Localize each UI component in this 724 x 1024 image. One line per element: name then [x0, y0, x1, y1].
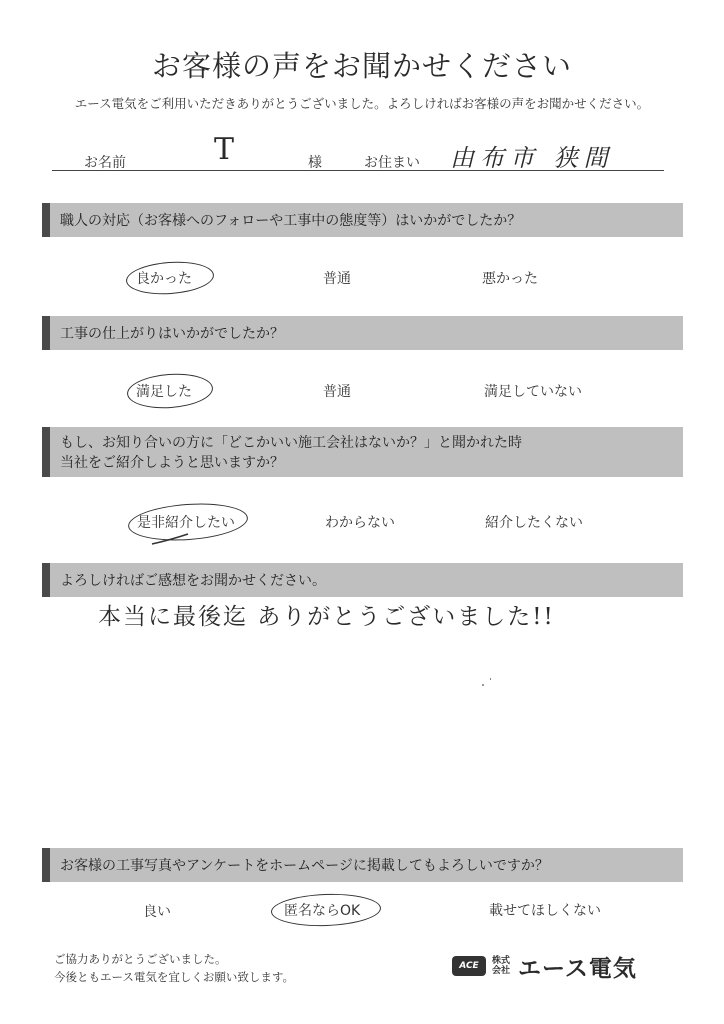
- footer-line-2: 今後ともエース電気を宜しくお願い致します。: [54, 970, 295, 984]
- q3-option-unsure[interactable]: わからない: [325, 515, 395, 531]
- q1-option-normal[interactable]: 普通: [323, 271, 351, 287]
- q2-option-satisfied[interactable]: 満足した: [136, 384, 192, 400]
- circle-tail-stroke: [150, 532, 190, 546]
- company-logo-mark: ACE: [452, 956, 486, 976]
- publish-question-bar: [42, 848, 683, 882]
- stray-mark: [482, 684, 484, 686]
- question-3-bar: [42, 427, 683, 477]
- question-2-bar: [42, 316, 683, 350]
- address-label: お住まい: [364, 155, 420, 171]
- company-type-line-2: 会社: [492, 966, 511, 976]
- honorific-label: 様: [308, 155, 322, 171]
- name-label: お名前: [84, 155, 126, 171]
- comment-prompt-bar: [42, 563, 683, 597]
- name-underline: [52, 170, 664, 171]
- company-type-label: [492, 956, 510, 976]
- question-1-text: 職人の対応（お客様へのフォローや工事中の態度等）はいかがでしたか？: [60, 213, 522, 229]
- publish-option-no[interactable]: 載せてほしくない: [489, 903, 601, 919]
- question-3-text-line1: もし、お知り合いの方に「どこかいい施工会社はないか？」と聞かれた時: [60, 435, 522, 451]
- publish-option-ok[interactable]: 良い: [143, 904, 171, 920]
- footer-line-1: ご協力ありがとうございました。: [54, 952, 227, 966]
- company-type-line-1: 株式: [492, 956, 511, 966]
- page-title: お客様の声をお聞かせください: [151, 49, 572, 83]
- publish-option-anonymous[interactable]: 匿名ならOK: [284, 903, 361, 919]
- q2-option-unsatisfied[interactable]: 満足していない: [484, 384, 582, 400]
- question-2-text: 工事の仕上がりはいかがでしたか？: [60, 326, 284, 342]
- question-1-bar: [42, 203, 683, 237]
- comment-handwritten-text: 本当に最後迄 ありがとうございました!!: [98, 604, 555, 630]
- footer-thanks: [54, 950, 294, 986]
- name-value: T: [214, 132, 235, 167]
- publish-question-text: お客様の工事写真やアンケートをホームページに掲載してもよろしいですか？: [60, 858, 549, 874]
- q2-option-normal[interactable]: 普通: [323, 384, 351, 400]
- q3-option-no[interactable]: 紹介したくない: [485, 515, 583, 531]
- question-3-text-line2: 当社をご紹介しようと思いますか？: [60, 455, 284, 471]
- q3-option-definitely[interactable]: 是非紹介したい: [137, 515, 235, 531]
- address-value: 由布市 狭間: [450, 144, 614, 172]
- comment-prompt-text: よろしければご感想をお聞かせください。: [60, 573, 326, 589]
- company-name: エース電気: [518, 956, 637, 982]
- q1-option-bad[interactable]: 悪かった: [482, 271, 538, 287]
- stray-mark: [490, 678, 491, 680]
- q1-option-good[interactable]: 良かった: [136, 271, 192, 287]
- page-subtitle: エース電気をご利用いただきありがとうございました。よろしければお客様の声をお聞かせください。: [74, 96, 650, 111]
